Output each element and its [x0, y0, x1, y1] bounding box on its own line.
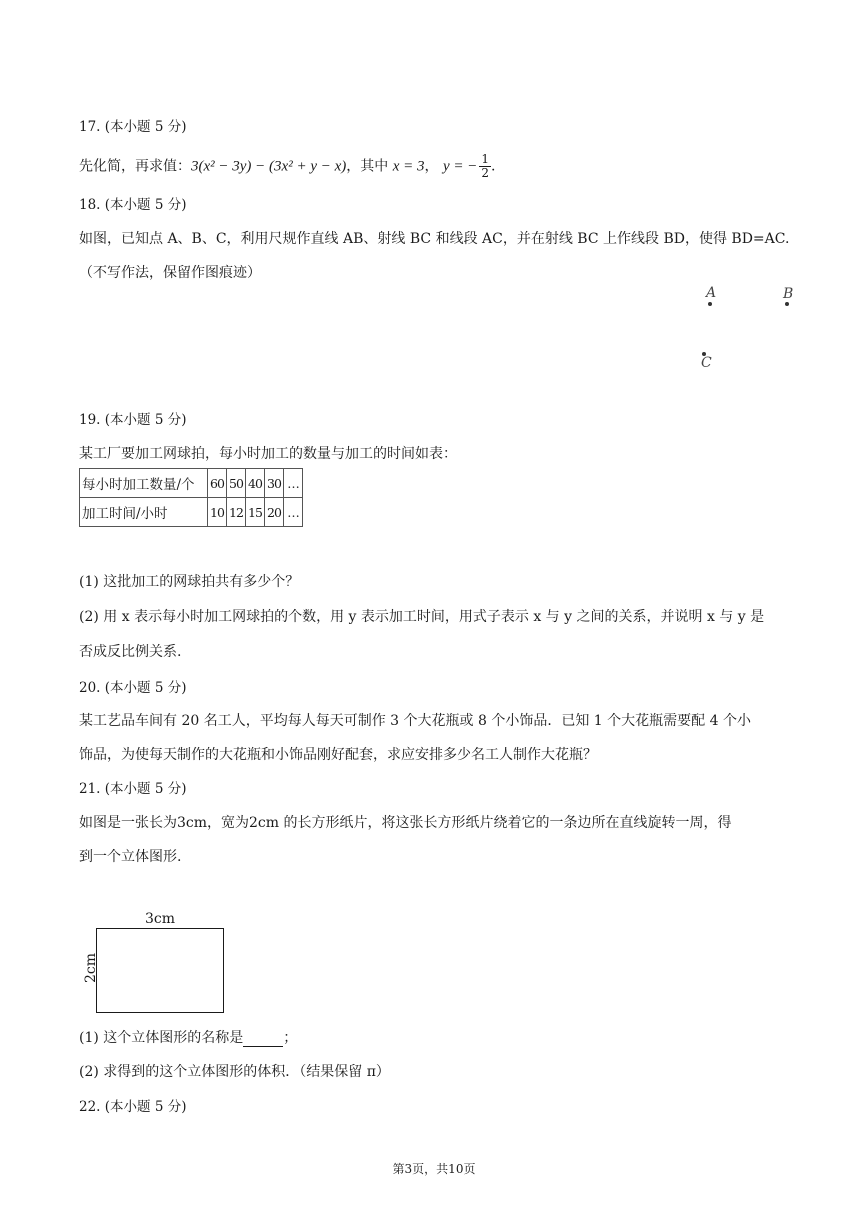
q20-line2: 饰品，为使每天制作的大花瓶和小饰品刚好配套，求应安排多少名工人制作大花瓶？	[79, 747, 597, 763]
table-cell: 12	[227, 498, 246, 527]
q17-cond-prefix: ，其中	[346, 158, 389, 175]
table-cell: 40	[246, 469, 265, 498]
table-cell: 60	[208, 469, 227, 498]
q19-sub2-line1: (2) 用 x 表示每小时加工网球拍的个数，用 y 表示加工时间，用式子表示 x 与 y 之间的关系，并说明 x 与 y 是	[79, 609, 765, 625]
q21-header: 21. (本小题 5 分)	[79, 781, 187, 797]
q19-sub1: (1) 这批加工的网球拍共有多少个？	[79, 574, 300, 590]
page-footer: 第3页，共10页	[392, 1162, 476, 1176]
q21-line1: 如图是一张长为3cm，宽为2cm 的长方形纸片，将这张长方形纸片绕着它的一条边所在直线旋转一周，得	[79, 815, 732, 831]
q18-line2: （不写作法，保留作图痕迹）	[79, 265, 261, 281]
q22-header: 22. (本小题 5 分)	[79, 1099, 187, 1115]
q19-sub2-line2: 否成反比例关系.	[79, 644, 182, 660]
q18-line1: 如图，已知点 A、B、C，利用尺规作直线 AB、射线 BC 和线段 AC，并在射线 BC 上作线段 BD，使得 BD=AC.	[79, 231, 790, 247]
q21-sub2: (2) 求得到的这个立体图形的体积．（结果保留 π）	[79, 1064, 390, 1080]
point-b-dot	[785, 302, 789, 306]
table-cell: 50	[227, 469, 246, 498]
rectangle-figure	[96, 928, 224, 1013]
q17-frac-num: 1	[481, 152, 489, 166]
q17-body	[79, 153, 495, 180]
point-a-dot	[708, 302, 712, 306]
q17-expression: 3(x² − 3y) − (3x² + y − x)	[191, 158, 347, 175]
table-cell: …	[284, 469, 303, 498]
q17-prompt: 先化简，再求值：	[79, 158, 191, 175]
table-cell: 30	[265, 469, 284, 498]
table-row	[80, 498, 303, 527]
rect-side-label: 2cm	[83, 952, 100, 984]
table-row	[80, 469, 303, 498]
q17-frac-den: 2	[481, 166, 489, 180]
q17-cond-y: y = −	[442, 158, 478, 175]
answer-blank	[243, 1032, 283, 1047]
table-row1-label: 每小时加工数量/个	[80, 469, 208, 498]
q21-sub1-prefix: (1) 这个立体图形的名称是	[79, 1030, 244, 1046]
q19-intro: 某工厂要加工网球拍，每小时加工的数量与加工的时间如表：	[79, 446, 457, 462]
q17-header: 17. (本小题 5 分)	[79, 119, 187, 135]
table-cell: 10	[208, 498, 227, 527]
rect-top-label: 3cm	[145, 911, 176, 927]
table-cell: …	[284, 498, 303, 527]
q18-header: 18. (本小题 5 分)	[79, 197, 187, 213]
table-cell: 15	[246, 498, 265, 527]
q17-end: .	[491, 158, 496, 175]
q21-line2: 到一个立体图形.	[79, 849, 182, 865]
q19-table	[79, 468, 303, 527]
q17-cond-x: x = 3	[392, 158, 425, 175]
q21-sub1-suffix: ；	[283, 1030, 298, 1046]
point-a-label: A	[706, 285, 717, 301]
q20-line1: 某工艺品车间有 20 名工人，平均每人每天可制作 3 个大花瓶或 8 个小饰品．已知 1 个大花瓶需要配 4 个小	[79, 713, 751, 729]
q19-header: 19. (本小题 5 分)	[79, 412, 187, 428]
point-b-label: B	[783, 286, 794, 302]
table-cell: 20	[265, 498, 284, 527]
q20-header: 20. (本小题 5 分)	[79, 680, 187, 696]
q21-sub1	[79, 1027, 297, 1047]
table-row2-label: 加工时间/小时	[80, 498, 208, 527]
point-c-label: C	[701, 355, 712, 371]
q17-cond-sep: ，	[424, 158, 439, 175]
q17-fraction	[479, 153, 491, 180]
